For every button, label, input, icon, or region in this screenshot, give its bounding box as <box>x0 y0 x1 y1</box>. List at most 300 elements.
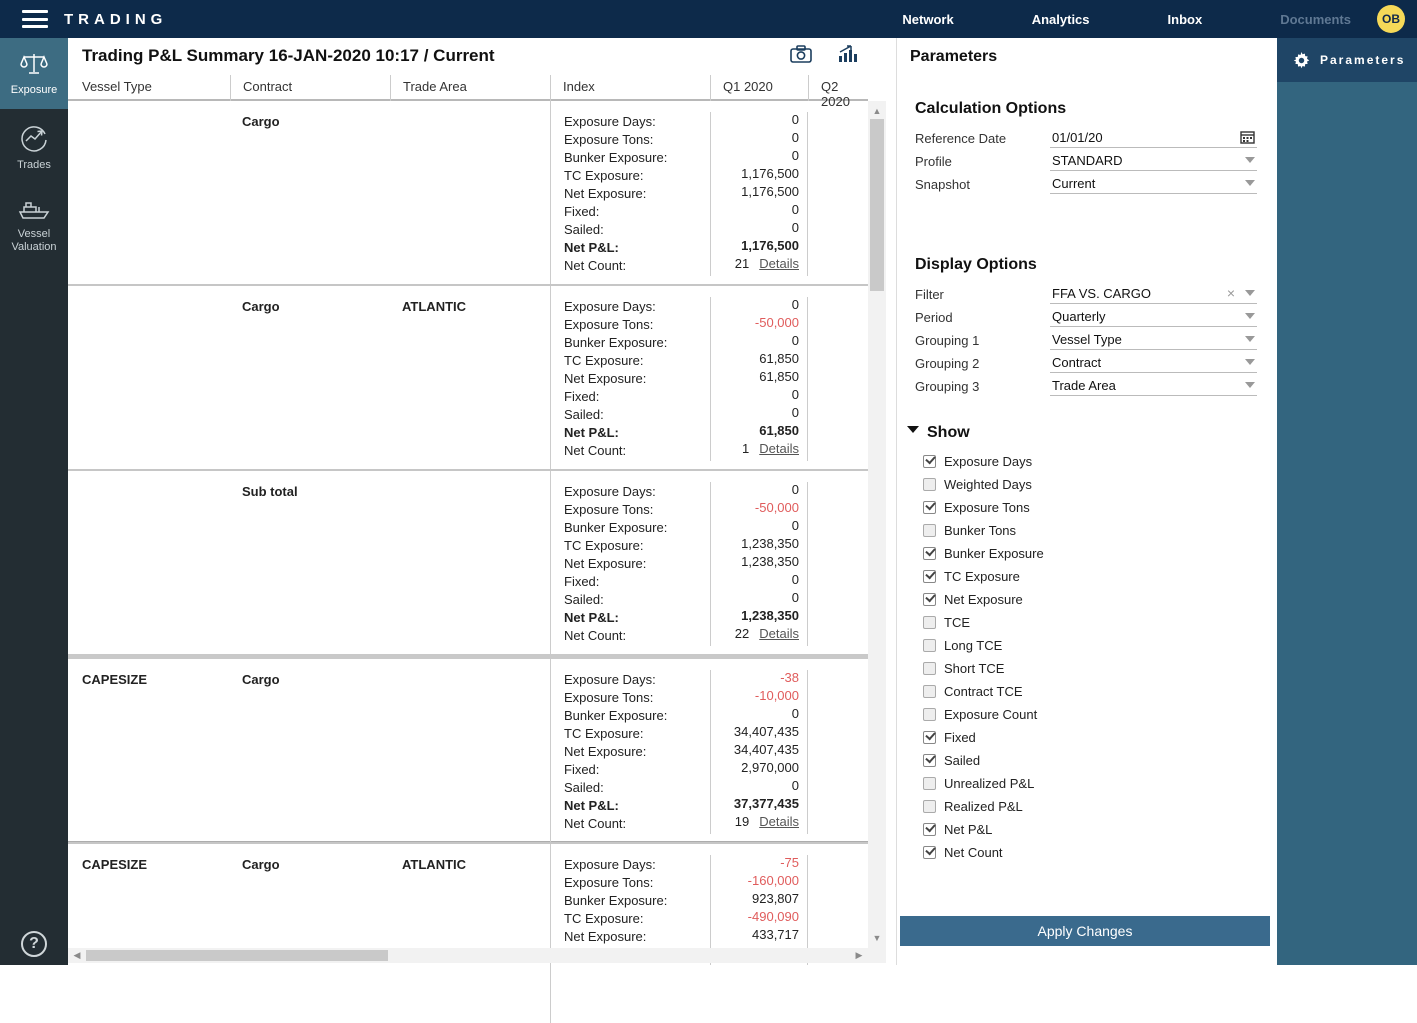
clear-filter-icon[interactable]: × <box>1226 285 1235 301</box>
metric-q1-value <box>710 112 808 132</box>
metric-label: TC Exposure: <box>564 538 644 553</box>
right-rail <box>1277 38 1417 965</box>
metric-q1-value <box>710 441 808 461</box>
checkbox-icon[interactable] <box>923 455 936 468</box>
metric-number: 0 <box>791 112 799 127</box>
metric-q2-value <box>808 335 868 353</box>
metric-number: 0 <box>791 220 799 235</box>
sidebar-item-label: Vessel Valuation <box>11 228 57 253</box>
checkbox-icon[interactable] <box>923 501 936 514</box>
show-option-label: Weighted Days <box>944 477 1032 492</box>
metric-q2-value <box>808 258 868 276</box>
metric-label: Exposure Days: <box>564 114 656 129</box>
parameter-field <box>915 306 1277 329</box>
metric-q2-value <box>808 299 868 317</box>
metric-label: Exposure Days: <box>564 857 656 872</box>
metric-q2-value <box>808 574 868 592</box>
metric-q2-value <box>808 353 868 371</box>
show-option-label: Realized P&L <box>944 799 1023 814</box>
show-option-fixed[interactable] <box>923 726 1277 749</box>
show-option-sailed[interactable] <box>923 749 1277 772</box>
report-area <box>68 38 886 965</box>
field-label: Grouping 1 <box>915 333 980 348</box>
metric-q2-value <box>808 150 868 168</box>
sidebar-item-vessel-valuation[interactable] <box>0 184 68 266</box>
grouping-2-field[interactable]: Contract <box>1050 352 1257 373</box>
parameter-field <box>915 283 1277 306</box>
calendar-icon[interactable] <box>1240 130 1255 144</box>
metric-label: Fixed: <box>564 204 600 219</box>
metric-q2-value <box>808 538 868 556</box>
field-label: Period <box>915 310 953 325</box>
show-option-label: Contract TCE <box>944 684 1023 699</box>
metric-number: 1 <box>742 441 750 456</box>
metric-label: Bunker Exposure: <box>564 893 668 908</box>
field-label: Grouping 2 <box>915 356 980 371</box>
table-row-group <box>68 842 868 1023</box>
metric-q1-value <box>710 891 808 911</box>
details-link[interactable]: Details <box>759 441 799 456</box>
show-option-label: Sailed <box>944 753 981 768</box>
metric-q1-value <box>710 760 808 780</box>
metric-q2-value <box>808 484 868 502</box>
metric-q1-value <box>710 148 808 168</box>
nav-item-inbox[interactable]: Inbox <box>1167 11 1203 27</box>
chart-view-icon[interactable] <box>838 45 858 63</box>
metric-label: Net Count: <box>564 816 627 831</box>
show-section-toggle[interactable] <box>907 424 1277 442</box>
show-option-label: Fixed <box>944 730 976 745</box>
show-option-realized-p-l[interactable] <box>923 795 1277 818</box>
snapshot-field[interactable]: Current <box>1050 173 1257 194</box>
metric-q2-value <box>808 929 868 947</box>
metric-label: Bunker Exposure: <box>564 708 668 723</box>
metric-number: -38 <box>780 670 799 685</box>
metric-q1-value <box>710 238 808 258</box>
contract-cell: Cargo <box>242 299 280 314</box>
metric-q1-value <box>710 554 808 574</box>
trade-area-cell <box>390 659 550 842</box>
metric-label: Net Exposure: <box>564 186 647 201</box>
show-option-label: Net P&L <box>944 822 993 837</box>
trade-area-cell <box>390 471 550 654</box>
navbar-items <box>902 12 1351 27</box>
trade-area-cell <box>390 101 550 284</box>
trade-area-cell: ATLANTIC <box>402 857 467 872</box>
metric-q2-value <box>808 893 868 911</box>
sidebar-item-trades[interactable] <box>0 109 68 184</box>
metric-label: TC Exposure: <box>564 353 644 368</box>
metric-label: Fixed: <box>564 574 600 589</box>
metric-number: -50,000 <box>754 315 799 330</box>
vertical-scrollbar[interactable] <box>868 101 886 948</box>
parameter-field <box>915 352 1277 375</box>
checkbox-icon[interactable] <box>923 547 936 560</box>
show-option-label: Bunker Tons <box>944 523 1017 538</box>
show-option-bunker-tons[interactable] <box>923 519 1277 542</box>
metric-label: Bunker Exposure: <box>564 520 668 535</box>
show-option-exposure-days[interactable] <box>923 450 1277 473</box>
show-option-unrealized-p-l[interactable] <box>923 772 1277 795</box>
calculation-options-heading: Calculation Options <box>915 100 1067 117</box>
metric-q2-value <box>808 317 868 335</box>
metric-label: Net Count: <box>564 258 627 273</box>
table-row-group <box>68 284 868 469</box>
column-header-q2-2020: Q2 2020 <box>808 75 868 101</box>
metric-q2-value <box>808 875 868 893</box>
metric-q2-value <box>808 520 868 538</box>
avatar[interactable]: OB <box>1377 5 1405 33</box>
metric-label: Net Exposure: <box>564 556 647 571</box>
details-link[interactable]: Details <box>759 256 799 271</box>
reference-date-field[interactable]: 01/01/20 <box>1050 127 1257 148</box>
field-label: Reference Date <box>915 131 1007 146</box>
metric-label: Bunker Exposure: <box>564 335 668 350</box>
trades-chart-icon <box>19 123 49 153</box>
metric-q1-value <box>710 626 808 646</box>
table-row-group <box>68 654 868 842</box>
field-label: Profile <box>915 154 952 169</box>
metric-label: Net Count: <box>564 443 627 458</box>
metric-number: -50,000 <box>754 500 799 515</box>
show-option-label: TCE <box>944 615 970 630</box>
metric-q1-value <box>710 369 808 389</box>
metric-number: 1,176,500 <box>741 238 799 253</box>
metric-q2-value <box>808 240 868 258</box>
show-option-exposure-count[interactable] <box>923 703 1277 726</box>
metric-number: 433,717 <box>752 927 799 942</box>
chevron-down-icon[interactable] <box>1245 157 1255 163</box>
metric-label: Exposure Days: <box>564 484 656 499</box>
metric-q2-value <box>808 222 868 240</box>
show-option-label: Net Exposure <box>944 592 1023 607</box>
metric-q1-value <box>710 706 808 726</box>
show-option-label: Exposure Tons <box>944 500 1030 515</box>
table-body <box>68 101 868 948</box>
column-header-vessel-type: Vessel Type <box>82 79 152 94</box>
metric-label: Sailed: <box>564 780 604 795</box>
checkbox-icon[interactable] <box>923 639 936 652</box>
metric-q1-value <box>710 572 808 592</box>
contract-cell: Sub total <box>242 484 298 499</box>
metric-number: 1,176,500 <box>741 184 799 199</box>
metric-q1-value <box>710 256 808 276</box>
checkbox-icon[interactable] <box>923 708 936 721</box>
metric-q1-value <box>710 778 808 798</box>
parameter-field <box>915 329 1277 352</box>
checkbox-icon[interactable] <box>923 616 936 629</box>
metric-label: Exposure Tons: <box>564 690 654 705</box>
table-row-group <box>68 101 868 284</box>
parameters-rail-tab[interactable] <box>1277 38 1417 82</box>
metric-number: 37,377,435 <box>733 796 799 811</box>
metric-number: 2,970,000 <box>741 760 799 775</box>
metric-number: 0 <box>791 590 799 605</box>
metric-label: Net P&L: <box>564 425 619 440</box>
show-option-net-count[interactable] <box>923 841 1277 864</box>
metric-label: Sailed: <box>564 592 604 607</box>
metric-number: 21 <box>734 256 750 271</box>
metric-number: 0 <box>791 387 799 402</box>
top-navbar <box>0 0 1417 38</box>
show-option-tc-exposure[interactable] <box>923 565 1277 588</box>
show-option-exposure-tons[interactable] <box>923 496 1277 519</box>
sidebar-item-label: Trades <box>17 159 51 171</box>
metric-q2-value <box>808 592 868 610</box>
metric-q1-value <box>710 202 808 222</box>
metric-label: Sailed: <box>564 407 604 422</box>
metric-row <box>551 816 868 834</box>
show-option-label: Unrealized P&L <box>944 776 1035 791</box>
scroll-right-icon[interactable]: ▶ <box>855 950 863 960</box>
metric-q2-value <box>808 371 868 389</box>
checkbox-icon[interactable] <box>923 593 936 606</box>
metric-q1-value <box>710 873 808 893</box>
field-label: Filter <box>915 287 944 302</box>
metric-q2-value <box>808 816 868 834</box>
metric-number: 61,850 <box>759 351 799 366</box>
metric-q2-value <box>808 911 868 929</box>
contract-cell: Cargo <box>242 672 280 687</box>
trade-area-cell: ATLANTIC <box>402 299 467 314</box>
rail-tab-label: Parameters <box>1320 53 1406 67</box>
metric-q1-value <box>710 724 808 744</box>
metric-q2-value <box>808 204 868 222</box>
metric-q1-value <box>710 184 808 204</box>
checkbox-icon[interactable] <box>923 478 936 491</box>
metric-label: Exposure Tons: <box>564 317 654 332</box>
metric-number: 0 <box>791 202 799 217</box>
metric-q2-value <box>808 389 868 407</box>
metric-number: 0 <box>791 706 799 721</box>
column-header-trade-area: Trade Area <box>390 75 550 101</box>
metric-q1-value <box>710 405 808 425</box>
parameter-field <box>915 375 1277 398</box>
parameter-field <box>915 127 1277 150</box>
metric-q2-value <box>808 502 868 520</box>
vessel-type-cell: CAPESIZE <box>82 672 148 687</box>
show-option-tce[interactable] <box>923 611 1277 634</box>
chevron-down-icon[interactable] <box>1245 336 1255 342</box>
collapse-caret-icon <box>907 426 919 433</box>
metric-number: 0 <box>791 572 799 587</box>
column-header-index: Index <box>550 75 710 101</box>
metric-label: Net P&L: <box>564 798 619 813</box>
metric-q2-value <box>808 798 868 816</box>
scroll-left-icon[interactable]: ◀ <box>73 950 81 960</box>
show-option-contract-tce[interactable] <box>923 680 1277 703</box>
grouping-3-field[interactable]: Trade Area <box>1050 375 1257 396</box>
metrics-block <box>550 659 868 842</box>
metric-q2-value <box>808 425 868 443</box>
parameters-title: Parameters <box>910 48 998 65</box>
metric-q2-value <box>808 690 868 708</box>
vessel-type-cell: CAPESIZE <box>82 857 148 872</box>
metric-q1-value <box>710 814 808 834</box>
period-field[interactable]: Quarterly <box>1050 306 1257 327</box>
checkbox-icon[interactable] <box>923 731 936 744</box>
metric-label: Net Exposure: <box>564 744 647 759</box>
vessel-type-cell <box>68 286 230 469</box>
checkbox-icon[interactable] <box>923 685 936 698</box>
vessel-type-cell <box>68 101 230 284</box>
metric-q1-value <box>710 518 808 538</box>
grouping-1-field[interactable]: Vessel Type <box>1050 329 1257 350</box>
metric-q1-value <box>710 909 808 929</box>
metric-label: TC Exposure: <box>564 726 644 741</box>
metric-q1-value <box>710 536 808 556</box>
metric-q1-value <box>710 500 808 520</box>
chevron-down-icon[interactable] <box>1245 290 1255 296</box>
metric-q1-value <box>710 297 808 317</box>
parameters-panel <box>897 38 1277 965</box>
nav-item-documents[interactable]: Documents <box>1280 11 1351 27</box>
horizontal-scroll-thumb[interactable] <box>86 950 388 961</box>
column-header-q1-2020: Q1 2020 <box>710 75 808 101</box>
profile-field[interactable]: STANDARD <box>1050 150 1257 171</box>
gear-icon <box>1293 52 1310 69</box>
metric-number: 61,850 <box>759 369 799 384</box>
checkbox-icon[interactable] <box>923 777 936 790</box>
metric-number: -490,090 <box>747 909 799 924</box>
show-option-long-tce[interactable] <box>923 634 1277 657</box>
metric-label: Exposure Days: <box>564 672 656 687</box>
metric-q1-value <box>710 482 808 502</box>
metric-number: 0 <box>791 405 799 420</box>
metric-q2-value <box>808 726 868 744</box>
metric-row <box>551 443 868 461</box>
details-link[interactable]: Details <box>759 814 799 829</box>
metric-number: 1,238,350 <box>741 554 799 569</box>
metric-q1-value <box>710 130 808 150</box>
metric-q2-value <box>808 780 868 798</box>
checkbox-icon[interactable] <box>923 524 936 537</box>
metric-q2-value <box>808 132 868 150</box>
app-brand: TRADING <box>64 10 168 28</box>
vertical-scroll-thumb[interactable] <box>870 119 884 291</box>
metric-label: Net Exposure: <box>564 371 647 386</box>
metric-q1-value <box>710 220 808 240</box>
checkbox-icon[interactable] <box>923 823 936 836</box>
vessel-type-cell <box>68 471 230 654</box>
metric-q2-value <box>808 708 868 726</box>
metric-q2-value <box>808 114 868 132</box>
metric-label: Exposure Tons: <box>564 502 654 517</box>
scales-icon <box>19 52 49 78</box>
metric-q1-value <box>710 351 808 371</box>
metric-row <box>551 628 868 646</box>
metric-q2-value <box>808 407 868 425</box>
metric-q1-value <box>710 742 808 762</box>
metric-number: 0 <box>791 130 799 145</box>
metric-q2-value <box>808 443 868 461</box>
field-label: Snapshot <box>915 177 970 192</box>
show-option-label: Net Count <box>944 845 1003 860</box>
metric-row <box>551 258 868 276</box>
nav-item-analytics[interactable]: Analytics <box>1031 11 1090 27</box>
metric-q2-value <box>808 610 868 628</box>
metric-q2-value <box>808 857 868 875</box>
filter-field[interactable]: FFA VS. CARGO × <box>1050 283 1257 304</box>
checkbox-icon[interactable] <box>923 846 936 859</box>
metrics-block <box>550 844 868 1023</box>
metric-number: -10,000 <box>754 688 799 703</box>
chevron-down-icon[interactable] <box>1245 313 1255 319</box>
metric-label: Sailed: <box>564 222 604 237</box>
metric-q2-value <box>808 168 868 186</box>
chevron-down-icon[interactable] <box>1245 359 1255 365</box>
sidebar-item-exposure[interactable] <box>0 38 68 109</box>
scroll-down-icon[interactable]: ▼ <box>872 933 882 943</box>
metric-number: 0 <box>791 518 799 533</box>
scroll-up-icon[interactable]: ▲ <box>872 106 882 116</box>
metric-q1-value <box>710 166 808 186</box>
metric-number: 0 <box>791 333 799 348</box>
metric-q2-value <box>808 556 868 574</box>
show-option-weighted-days[interactable] <box>923 473 1277 496</box>
metric-q1-value <box>710 333 808 353</box>
metric-number: 1,176,500 <box>741 166 799 181</box>
metric-number: -75 <box>780 855 799 870</box>
metric-q1-value <box>710 423 808 443</box>
metric-label: Net P&L: <box>564 610 619 625</box>
checkbox-icon[interactable] <box>923 800 936 813</box>
page-title: Trading P&L Summary 16-JAN-2020 10:17 / Current <box>82 46 495 65</box>
metric-q2-value <box>808 762 868 780</box>
nav-item-network[interactable]: Network <box>902 11 954 27</box>
help-icon[interactable]: ? <box>21 931 47 957</box>
apply-changes-button[interactable]: Apply Changes <box>900 916 1270 946</box>
show-option-short-tce[interactable] <box>923 657 1277 680</box>
metric-number: 0 <box>791 778 799 793</box>
show-option-net-p-l[interactable] <box>923 818 1277 841</box>
metric-q2-value <box>808 744 868 762</box>
checkbox-icon[interactable] <box>923 754 936 767</box>
show-option-label: TC Exposure <box>944 569 1020 584</box>
metric-label: TC Exposure: <box>564 168 644 183</box>
metric-label: TC Exposure: <box>564 911 644 926</box>
show-option-label: Exposure Days <box>944 454 1033 469</box>
metric-label: Exposure Tons: <box>564 875 654 890</box>
snapshot-camera-icon[interactable] <box>790 45 812 63</box>
metric-q1-value <box>710 688 808 708</box>
show-option-label: Exposure Count <box>944 707 1038 722</box>
chevron-down-icon[interactable] <box>1245 180 1255 186</box>
metrics-block <box>550 286 868 469</box>
report-titlebar <box>68 38 886 75</box>
show-option-net-exposure[interactable] <box>923 588 1277 611</box>
checkbox-icon[interactable] <box>923 662 936 675</box>
hamburger-menu-icon[interactable] <box>22 10 48 28</box>
metric-number: 0 <box>791 148 799 163</box>
metric-number: 34,407,435 <box>733 742 799 757</box>
parameter-field <box>915 150 1277 173</box>
metric-q1-value <box>710 315 808 335</box>
metrics-block <box>550 471 868 654</box>
checkbox-icon[interactable] <box>923 570 936 583</box>
metric-q1-value <box>710 590 808 610</box>
details-link[interactable]: Details <box>759 626 799 641</box>
metric-q1-value <box>710 608 808 628</box>
metric-number: 22 <box>734 626 750 641</box>
metric-number: 923,807 <box>752 891 799 906</box>
metric-q2-value <box>808 628 868 646</box>
show-option-bunker-exposure[interactable] <box>923 542 1277 565</box>
parameter-field <box>915 173 1277 196</box>
metric-number: -160,000 <box>747 873 799 888</box>
chevron-down-icon[interactable] <box>1245 382 1255 388</box>
horizontal-scrollbar[interactable] <box>68 948 886 963</box>
